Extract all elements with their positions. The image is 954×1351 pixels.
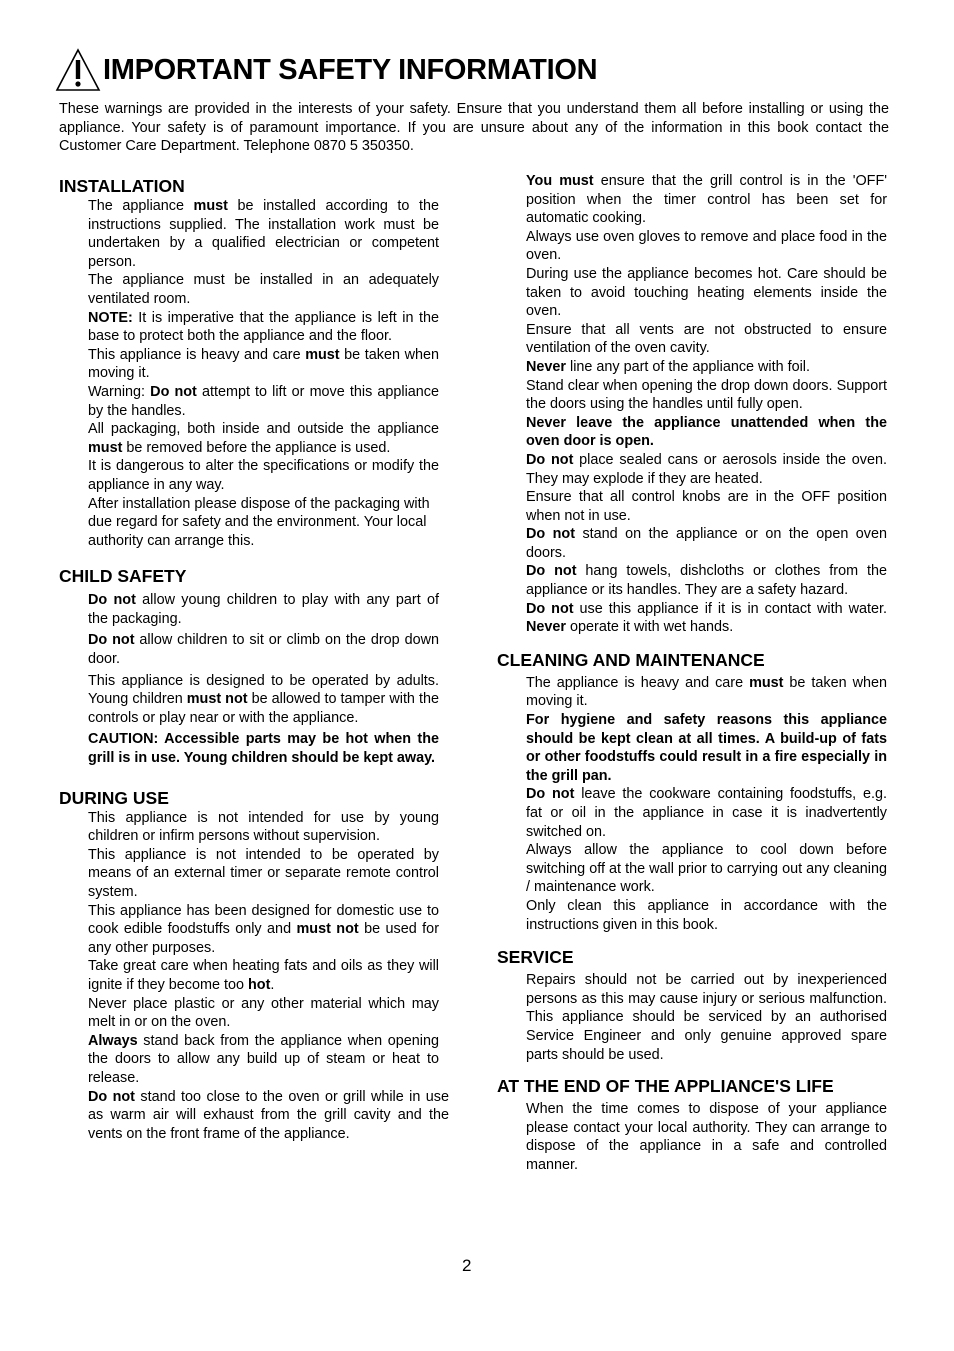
during-use-para-1: This appliance is not intended for use by young children or infirm persons without supervision. — [88, 809, 439, 845]
installation-para-1: The appliance must be installed according to the instructions supplied. The installation work must be undertaken by a qualified electrician or competent person. — [88, 198, 439, 270]
section-end-of-life — [497, 1075, 887, 1174]
installation-para-2: The appliance must be installed in an adequately ventilated room. — [88, 272, 439, 307]
section-installation — [59, 175, 439, 550]
service-para-1: Repairs should not be carried out by inexperienced persons as this may cause injury or serious malfunction. This appliance should be serviced by an authorised Service Engineer and only genuine approved spare parts should be used. — [526, 972, 887, 1063]
during-use-para-7: Do not stand too close to the oven or grill while in use as warm air will exhaust from the grill cavity and the vents on the front frame of the appliance. — [88, 1088, 449, 1142]
warning-triangle-icon — [55, 48, 101, 92]
child-safety-para-1: Do not allow young children to play with any part of the packaging. — [88, 592, 440, 627]
left-column — [59, 172, 449, 1143]
intro-paragraph: These warnings are provided in the interests of your safety. Ensure that you understand them all before installing or using the appliance. Your safety is of paramount importance. If you are unsure about any of the information in this book contact the Customer Care Department. Telephone 0870 5 350350. — [59, 101, 889, 155]
installation-para-7: It is dangerous to alter the specifications or modify the appliance in any way. — [88, 458, 439, 493]
section-body-during-use-continued — [497, 172, 887, 637]
during-use-cont-para-10: Do not stand on the appliance or on the open oven doors. — [526, 526, 887, 561]
installation-para-3: NOTE: It is imperative that the appliance is left in the base to protect both the appliance and the floor. — [88, 309, 439, 345]
during-use-cont-para-3: During use the appliance becomes hot. Care should be taken to avoid touching heating elements inside the oven. — [526, 265, 887, 320]
installation-para-5: Warning: Do not attempt to lift or move this appliance by the handles. — [88, 383, 439, 419]
section-title-during-use: DURING USE — [59, 787, 169, 808]
section-body-cleaning — [497, 674, 887, 934]
installation-para-4: This appliance is heavy and care must be taken when moving it. — [88, 346, 439, 382]
section-body-installation — [59, 197, 439, 550]
during-use-cont-para-4: Ensure that all vents are not obstructed to ensure ventilation of the oven cavity. — [526, 321, 887, 357]
during-use-cont-para-9: Ensure that all control knobs are in the OFF position when not in use. — [526, 489, 887, 524]
during-use-para-5: Never place plastic or any other material which may melt in or on the oven. — [88, 995, 439, 1031]
section-title-cleaning: CLEANING AND MAINTENANCE — [497, 649, 765, 670]
section-body-end-of-life — [497, 1100, 887, 1174]
during-use-cont-para-1: You must ensure that the grill control is in the 'OFF' position when the timer control has been set for automatic cooking. — [526, 173, 887, 227]
section-title-installation: INSTALLATION — [59, 176, 185, 196]
during-use-para-3: This appliance has been designed for domestic use to cook edible foodstuffs only and must not be used for any other purposes. — [88, 902, 439, 956]
during-use-cont-para-6: Stand clear when opening the drop down doors. Support the doors using the handles until fully open. — [526, 377, 887, 413]
section-body-service — [497, 971, 887, 1064]
during-use-para-4: Take great care when heating fats and oils as they will ignite if they become too hot. — [88, 958, 439, 993]
during-use-cont-para-11: Do not hang towels, dishcloths or clothes from the appliance or its handles. They are a safety hazard. — [526, 563, 887, 599]
page-header — [55, 48, 597, 92]
child-safety-caution: CAUTION: Accessible parts may be hot when the grill is in use. Young children should be kept away. — [88, 731, 439, 767]
cleaning-para-1: The appliance is heavy and care must be taken when moving it. — [526, 674, 887, 710]
section-title-end-of-life: AT THE END OF THE APPLIANCE'S LIFE — [497, 1076, 834, 1097]
during-use-cont-para-12: Do not use this appliance if it is in contact with water. Never operate it with wet hands. — [526, 600, 887, 636]
section-title-child-safety: CHILD SAFETY — [59, 566, 187, 587]
section-body-during-use — [59, 809, 449, 1144]
page-number: 2 — [462, 1256, 472, 1275]
during-use-cont-para-5: Never line any part of the appliance with foil. — [526, 358, 811, 375]
child-safety-para-2: Do not allow children to sit or climb on the drop down door. — [88, 632, 440, 668]
during-use-para-2: This appliance is not intended to be operated by means of an external timer or separate remote control system. — [88, 846, 439, 900]
installation-para-8: After installation please dispose of the packaging with due regard for safety and the environment. Your local authority can arrange this. — [88, 495, 430, 549]
during-use-cont-para-7: Never leave the appliance unattended when the oven door is open. — [526, 414, 887, 450]
cleaning-para-2: For hygiene and safety reasons this appliance should be kept clean at all times. A build-up of fats or other foodstuffs could result in a fire especially in the grill pan. — [526, 712, 887, 784]
end-of-life-para-1: When the time comes to dispose of your appliance please contact your local authority. They can arrange to dispose of the appliance in a safe and controlled manner. — [526, 1101, 887, 1173]
cleaning-para-4: Always allow the appliance to cool down before switching off at the wall prior to carrying out any cleaning / maintenance work. — [526, 842, 887, 896]
child-safety-para-3: This appliance is designed to be operated by adults. Young children must not be allowed to tamper with the controls or play near or with the appliance. — [88, 672, 439, 726]
section-cleaning — [497, 649, 887, 934]
during-use-cont-para-2: Always use oven gloves to remove and place food in the oven. — [526, 228, 887, 264]
installation-para-6: All packaging, both inside and outside the appliance must be removed before the appliance is used. — [88, 421, 439, 456]
section-child-safety — [59, 565, 439, 767]
cleaning-para-3: Do not leave the cookware containing foodstuffs, e.g. fat or oil in the appliance in case it is inadvertently switched on. — [526, 786, 887, 840]
section-title-service: SERVICE — [497, 947, 574, 968]
section-body-child-safety — [59, 591, 439, 767]
during-use-cont-para-8: Do not place sealed cans or aerosols inside the oven. They may explode if they are heated. — [526, 451, 887, 487]
page-title: IMPORTANT SAFETY INFORMATION — [103, 53, 598, 86]
section-service — [497, 946, 887, 1064]
section-during-use — [59, 787, 449, 1144]
cleaning-para-5: Only clean this appliance in accordance with the instructions given in this book. — [526, 897, 887, 933]
during-use-para-6: Always stand back from the appliance when opening the doors to allow any build up of steam or heat to release. — [88, 1032, 439, 1086]
right-column — [497, 172, 887, 1175]
